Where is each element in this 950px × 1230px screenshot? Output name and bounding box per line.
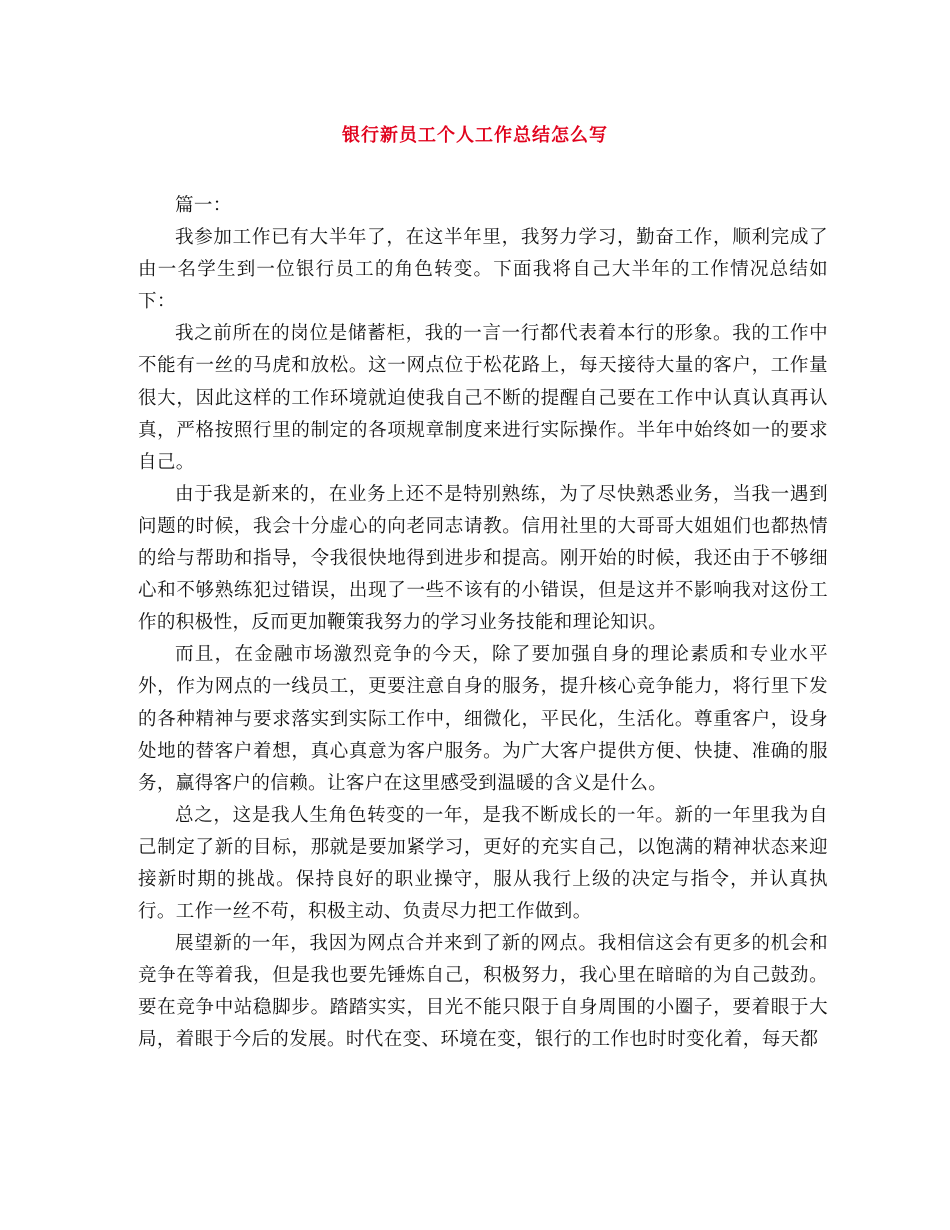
section-label: 篇一： xyxy=(175,195,232,216)
paragraph: 总之，这是我人生角色转变的一年，是我不断成长的一年。新的一年里我为自己制定了新的目标，那就是要加紧学习，更好的充实自己，以饱满的精神状态来迎接新时期的挑战。保持良好的职业操守，服从我行上级的决定与指令，并认真执行。工作一丝不苟，积极主动、负责尽力把工作做到。 xyxy=(138,804,828,923)
paragraph: 而且，在金融市场激烈竞争的今天，除了要加强自身的理论素质和专业水平外，作为网点的一线员工，更要注意自身的服务，提升核心竞争能力，将行里下发的各种精神与要求落实到实际工作中，细微化，平民化，生活化。尊重客户，设身处地的替客户着想，真心真意为客户服务。为广大客户提供方便、快捷、准确的服务，赢得客户的信赖。让客户在这里感受到温暖的含义是什么。 xyxy=(138,644,828,794)
paragraph: 由于我是新来的，在业务上还不是特别熟练，为了尽快熟悉业务，当我一遇到问题的时候，我会十分虚心的向老同志请教。信用社里的大哥哥大姐姐们也都热情的给与帮助和指导，令我很快地得到进步和提高。刚开始的时候，我还由于不够细心和不够熟练犯过错误，出现了一些不该有的小错误，但是这并不影响我对这份工作的积极性，反而更加鞭策我努力的学习业务技能和理论知识。 xyxy=(138,483,828,634)
paragraph: 我之前所在的岗位是储蓄柜，我的一言一行都代表着本行的形象。我的工作中不能有一丝的马虎和放松。这一网点位于松花路上，每天接待大量的客户，工作量很大，因此这样的工作环境就迫使我自己不断的提醒自己要在工作中认真认真再认真，严格按照行里的制定的各项规章制度来进行实际操作。半年中始终如一的要求自己。 xyxy=(138,323,828,473)
paragraph: 我参加工作已有大半年了，在这半年里，我努力学习，勤奋工作，顺利完成了由一名学生到一位银行员工的角色转变。下面我将自己大半年的工作情况总结如下： xyxy=(138,227,828,313)
document-title: 银行新员工个人工作总结怎么写 xyxy=(342,125,608,146)
paragraph: 展望新的一年，我因为网点合并来到了新的网点。我相信这会有更多的机会和竞争在等着我，但是我也要先锤炼自己，积极努力，我心里在暗暗的为自己鼓劲。要在竞争中站稳脚步。踏踏实实，目光不能只限于自身周围的小圈子，要着眼于大局，着眼于今后的发展。时代在变、环境在变，银行的工作也时时变化着，每天都 xyxy=(138,933,828,1051)
document-body xyxy=(138,190,828,1057)
